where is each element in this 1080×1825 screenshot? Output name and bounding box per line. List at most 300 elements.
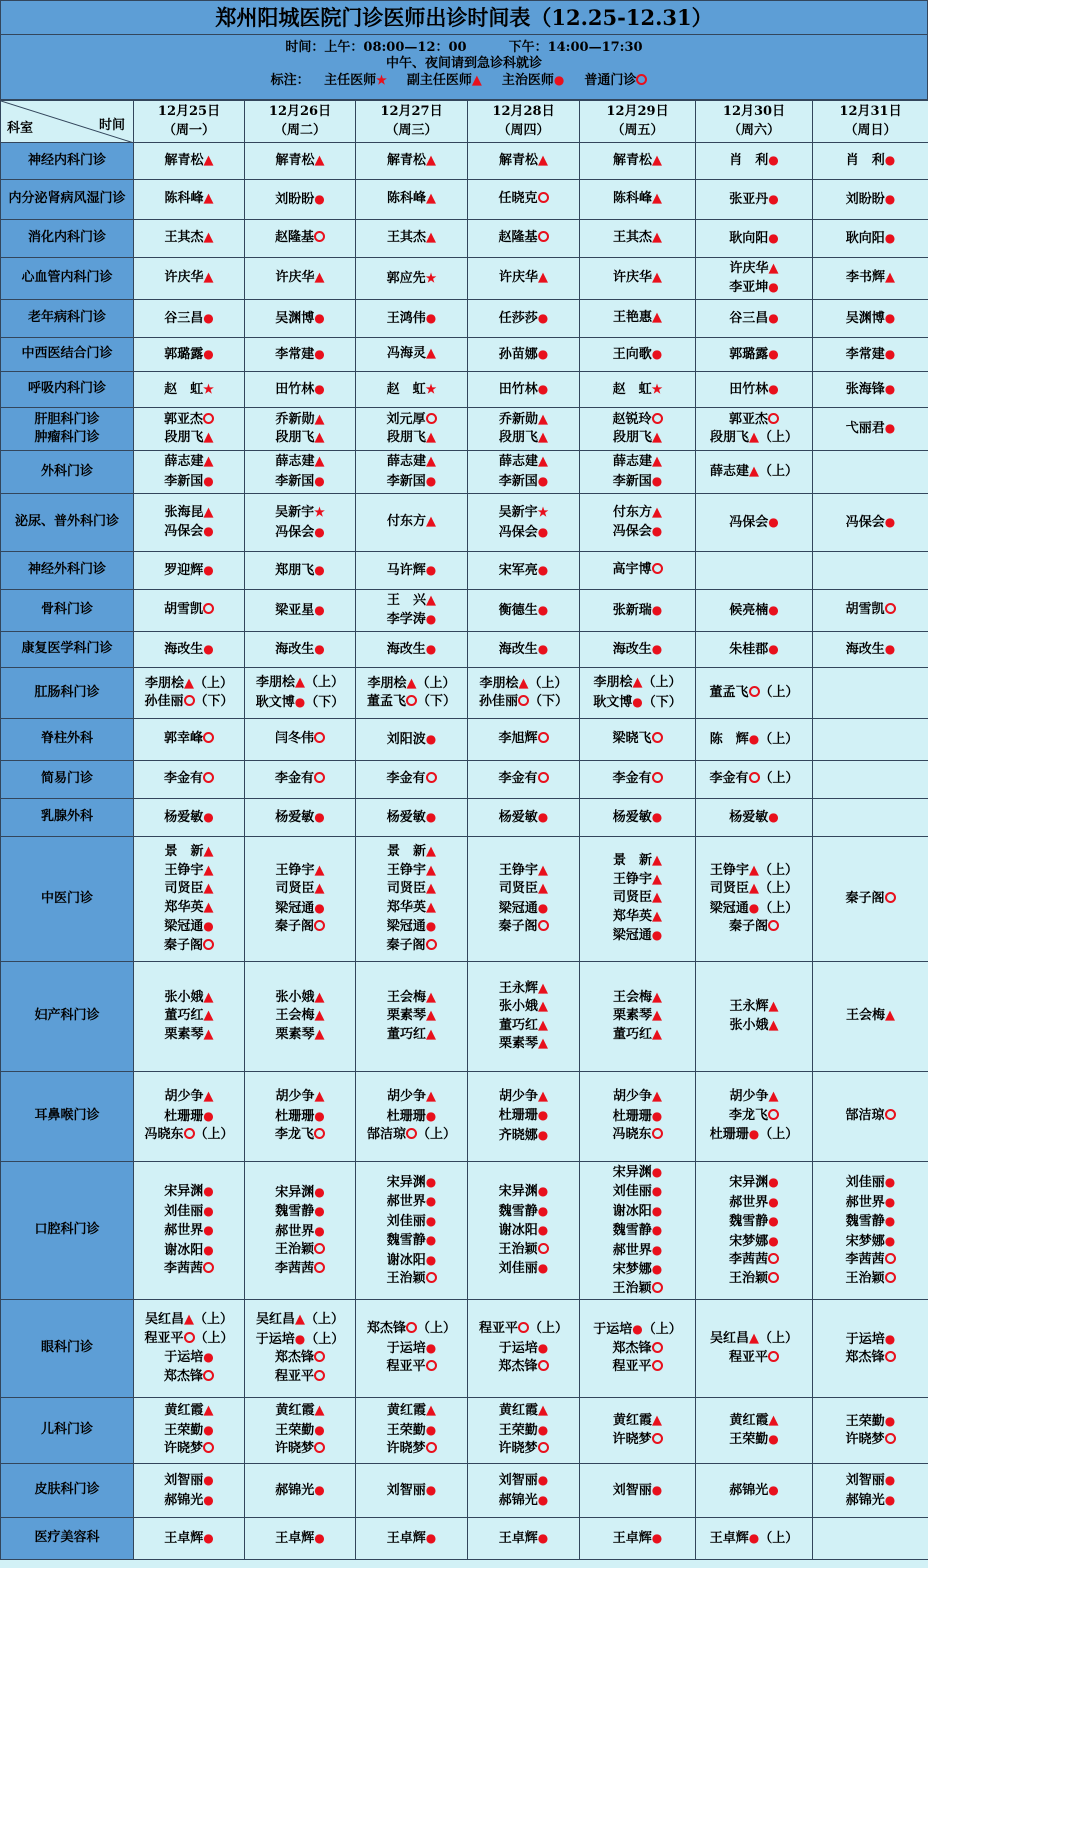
doctor-entry (813, 1193, 928, 1213)
schedule-cell (580, 338, 696, 372)
doctor-entry (134, 152, 244, 171)
doctor-entry (134, 1088, 244, 1107)
doctor-name: 杨爱敏 (275, 809, 315, 825)
schedule-cell (580, 1398, 696, 1464)
attending-physician-dot-icon: ● (425, 731, 437, 746)
doctor-entry (468, 269, 579, 288)
attending-physician-dot-icon: ● (768, 1175, 779, 1189)
doctor-entry (356, 1481, 467, 1501)
doctor-name: 黄红霞 (729, 1412, 769, 1428)
schedule-cell (356, 408, 468, 451)
schedule-cell (696, 1518, 813, 1560)
session-tag: （上） (759, 1127, 799, 1143)
schedule-cell (468, 408, 580, 451)
doctor-name: 付东方 (386, 514, 426, 530)
doctor-entry (696, 918, 812, 937)
schedule-cell (580, 837, 696, 962)
doctor-entry (468, 190, 579, 209)
attending-physician-dot-icon: ● (537, 1530, 549, 1545)
doctor-name: 胡雪凯 (163, 602, 203, 618)
attending-physician-dot-icon: ● (884, 230, 896, 245)
schedule-header (0, 0, 928, 100)
doctor-name: 刘佳丽 (386, 1213, 426, 1229)
doctor-entry (356, 843, 467, 862)
general-clinic-ring-icon (406, 1322, 417, 1333)
attending-physician-dot-icon: ● (884, 381, 896, 396)
doctor-name: 郝世界 (275, 1223, 315, 1239)
doctor-entry (356, 1192, 467, 1212)
schedule-cell (580, 761, 696, 799)
department-row (1, 632, 929, 668)
doctor-name: 孙苗娜 (498, 346, 538, 362)
session-tag: （下） (417, 694, 457, 709)
doctor-entry (580, 411, 695, 430)
doctor-entry (356, 453, 467, 472)
deputy-chief-triangle-icon: ▲ (749, 430, 759, 445)
doctor-entry (245, 880, 355, 899)
schedule-cell (134, 180, 245, 220)
doctor-name: 谢冰阳 (164, 1242, 204, 1258)
doctor-name: 李茜茜 (274, 1260, 314, 1276)
attending-physician-dot-icon: ● (314, 1184, 325, 1199)
deputy-chief-triangle-icon: ▲ (203, 270, 214, 286)
attending-physician-dot-icon: ● (884, 641, 896, 656)
schedule-cell (134, 451, 245, 494)
doctor-entry (468, 730, 579, 749)
session-tag: （上） (759, 862, 799, 878)
attending-physician-dot-icon: ● (203, 524, 214, 538)
doctor-name: 李新国 (612, 473, 652, 489)
department-name: 儿科门诊 (1, 1398, 134, 1464)
legend-item (584, 73, 647, 89)
doctor-name: 景 新 (164, 844, 204, 859)
deputy-chief-triangle-icon: ▲ (426, 1026, 436, 1042)
schedule-cell (134, 962, 245, 1072)
attending-physician-dot-icon: ● (314, 562, 325, 577)
day-weekday: （周六） (727, 122, 780, 138)
doctor-entry (356, 693, 467, 712)
department-name: 中西医结合门诊 (1, 338, 134, 372)
doctor-entry (696, 1529, 812, 1549)
department-name: 中医门诊 (1, 837, 134, 962)
doctor-name: 吴新宇 (498, 505, 538, 520)
deputy-chief-triangle-icon: ▲ (652, 908, 662, 924)
doctor-name: 郝世界 (845, 1194, 885, 1210)
attending-physician-dot-icon: ● (537, 1108, 549, 1123)
doctor-name: 冯保会 (612, 524, 652, 539)
doctor-name: 董巧红 (612, 1026, 652, 1042)
general-clinic-ring-icon (314, 1370, 325, 1381)
doctor-name: 王治颖 (612, 1280, 652, 1296)
doctor-name: 王荣勤 (275, 1422, 315, 1438)
doctor-name: 李茜茜 (728, 1252, 768, 1267)
attending-physician-dot-icon: ● (651, 809, 663, 824)
schedule-cell (696, 220, 813, 258)
doctor-name: 宋梦娜 (612, 1262, 652, 1278)
legend-item (407, 73, 482, 89)
doctor-entry (245, 1529, 355, 1549)
doctor-entry (580, 852, 695, 871)
attending-physician-dot-icon: ● (203, 919, 214, 933)
attending-physician-dot-icon: ● (884, 421, 896, 436)
attending-physician-dot-icon: ● (651, 1184, 663, 1199)
doctor-entry (580, 926, 695, 946)
doctor-entry (245, 730, 355, 749)
schedule-cell (813, 799, 929, 837)
schedule-cell (813, 632, 929, 668)
deputy-chief-triangle-icon: ▲ (768, 1017, 779, 1033)
doctor-entry (580, 1431, 695, 1450)
schedule-cell (580, 451, 696, 494)
day-weekday: （周一） (162, 122, 215, 138)
doctor-name: 任晓克 (498, 191, 538, 207)
attending-physician-dot-icon: ● (203, 1492, 214, 1507)
schedule-cell (580, 220, 696, 258)
department-row (1, 962, 929, 1072)
schedule-cell (813, 590, 929, 632)
doctor-entry (580, 601, 695, 621)
schedule-cell (580, 632, 696, 668)
doctor-name: 吴渊博 (845, 310, 885, 326)
doctor-entry (580, 453, 695, 472)
doctor-name: 薛志建 (275, 454, 315, 469)
doctor-entry (356, 1026, 467, 1045)
doctor-entry (696, 260, 812, 279)
doctor-name: 李朋桧 (593, 675, 633, 690)
schedule-cell (580, 494, 696, 552)
schedule-table (0, 100, 928, 1560)
doctor-entry (356, 561, 467, 581)
doctor-name: 宋梦娜 (845, 1233, 885, 1249)
deputy-chief-triangle-icon: ▲ (538, 1403, 548, 1419)
schedule-cell (134, 408, 245, 451)
schedule-cell (696, 837, 813, 962)
doctor-entry (468, 429, 579, 448)
schedule-cell (245, 590, 356, 632)
doctor-entry (134, 1241, 244, 1261)
schedule-cell (580, 300, 696, 338)
attending-physician-dot-icon: ● (537, 346, 549, 361)
doctor-name: 刘智丽 (845, 1473, 885, 1488)
legend-label: 主治医师 (501, 73, 554, 88)
doctor-entry (245, 472, 355, 492)
doctor-entry (813, 1491, 928, 1511)
doctor-name: 海改生 (498, 641, 538, 657)
doctor-entry (134, 1260, 244, 1279)
schedule-cell (580, 372, 696, 408)
general-clinic-ring-icon (314, 920, 325, 931)
doctor-entry (245, 989, 355, 1008)
doctor-name: 梁晓飞 (612, 731, 652, 747)
doctor-name: 冯海灵 (386, 346, 426, 362)
deputy-chief-triangle-icon: ▲ (538, 430, 548, 445)
doctor-name: 郑杰锋 (845, 1350, 885, 1365)
schedule-cell (245, 1398, 356, 1464)
doctor-entry (134, 1368, 244, 1387)
deputy-chief-triangle-icon: ▲ (652, 191, 662, 207)
deputy-chief-triangle-icon: ▲ (518, 675, 529, 691)
general-clinic-ring-icon (203, 1442, 214, 1453)
attending-physician-dot-icon: ● (203, 1223, 214, 1238)
doctor-entry (468, 693, 579, 712)
department-name: 眼科门诊 (1, 1300, 134, 1398)
department-name: 骨科门诊 (1, 590, 134, 632)
schedule-cell (468, 180, 580, 220)
schedule-cell (356, 1072, 468, 1162)
doctor-name: 李金有 (163, 771, 203, 787)
doctor-entry (813, 1173, 928, 1193)
doctor-name: 刘佳丽 (498, 1261, 538, 1277)
doctor-name: 郭亚杰 (163, 411, 203, 427)
doctor-name: 李新国 (498, 473, 538, 489)
attending-physician-dot-icon: ● (203, 1422, 214, 1437)
doctor-name: 郝世界 (729, 1194, 769, 1210)
schedule-cell (696, 180, 813, 220)
department-row (1, 1518, 929, 1560)
schedule-cell (580, 590, 696, 632)
doctor-name: 李新国 (275, 473, 315, 489)
general-clinic-ring-icon (518, 1322, 529, 1333)
doctor-entry (134, 1202, 244, 1222)
doctor-entry (245, 1330, 355, 1350)
doctor-name: 段朋飞 (164, 430, 204, 445)
general-clinic-ring-icon (652, 1128, 663, 1139)
schedule-cell (134, 300, 245, 338)
general-clinic-ring-icon (538, 732, 549, 743)
doctor-entry (356, 1231, 467, 1251)
schedule-cell (134, 668, 245, 719)
schedule-cell (356, 590, 468, 632)
attending-physician-dot-icon: ● (884, 1473, 896, 1487)
doctor-name: 杨爱敏 (729, 809, 769, 825)
session-tag: （上） (416, 675, 456, 691)
doctor-entry (580, 429, 695, 448)
attending-physician-dot-icon: ● (651, 1482, 663, 1497)
schedule-cell (468, 799, 580, 837)
attending-physician-dot-icon: ● (314, 381, 325, 396)
attending-physician-dot-icon: ● (203, 310, 214, 325)
schedule-cell (356, 1162, 468, 1300)
general-clinic-ring-icon (652, 1433, 663, 1444)
attending-physician-dot-icon: ● (314, 1108, 325, 1123)
attending-physician-dot-icon: ● (884, 1331, 896, 1346)
doctor-name: 薛志建 (386, 454, 426, 469)
doctor-name: 薛志建 (709, 463, 749, 479)
doctor-entry (356, 862, 467, 881)
schedule-cell (696, 719, 813, 761)
doctor-entry (356, 770, 467, 789)
time-axis-label: 时间 (98, 118, 125, 133)
schedule-cell (696, 1398, 813, 1464)
doctor-entry (580, 345, 695, 365)
doctor-name: 解青松 (275, 152, 315, 168)
schedule-cell (245, 1162, 356, 1300)
general-clinic-ring-icon (426, 939, 437, 950)
department-name: 泌尿、普外科门诊 (1, 494, 134, 552)
doctor-name: 杜珊珊 (386, 1108, 426, 1124)
deputy-chief-triangle-icon: ▲ (652, 454, 662, 469)
doctor-name: 董巧红 (498, 1017, 538, 1033)
doctor-entry (468, 1035, 579, 1054)
department-row (1, 1162, 929, 1300)
doctor-name: 李朋桧 (255, 675, 295, 690)
general-clinic-ring-icon (184, 1332, 195, 1343)
session-tag: （上） (305, 675, 345, 690)
doctor-entry (356, 345, 467, 364)
deputy-chief-triangle-icon: ▲ (768, 1412, 779, 1428)
doctor-entry (356, 411, 467, 430)
attending-physician-dot-icon: ● (884, 1233, 896, 1248)
doctor-entry (696, 1212, 812, 1232)
chief-physician-star-icon: ★ (314, 505, 325, 519)
doctor-entry (245, 1481, 355, 1501)
doctor-entry (245, 453, 355, 472)
doctor-entry (356, 309, 467, 329)
doctor-name: 郝锦光 (845, 1492, 885, 1508)
doctor-name: 王荣勤 (164, 1422, 204, 1438)
schedule-cell (468, 590, 580, 632)
doctor-name: 黄红霞 (164, 1403, 204, 1419)
attending-physician-dot-icon: ● (651, 1164, 663, 1179)
doctor-entry (356, 380, 467, 400)
attending-physician-dot-icon: ● (884, 1175, 896, 1189)
doctor-name: 李常建 (275, 346, 315, 362)
schedule-cell (468, 668, 580, 719)
doctor-entry (580, 309, 695, 328)
doctor-name: 梁冠通 (498, 900, 538, 916)
schedule-cell (356, 837, 468, 962)
schedule-cell (245, 338, 356, 372)
doctor-entry (468, 1259, 579, 1279)
doctor-entry (580, 1163, 695, 1183)
doctor-name: 栗素琴 (275, 1026, 315, 1042)
doctor-entry (134, 1440, 244, 1459)
schedule-cell (813, 300, 929, 338)
doctor-name: 梁冠通 (709, 900, 749, 916)
schedule-cell (580, 1300, 696, 1398)
doctor-name: 段朋飞 (275, 430, 315, 445)
department-row (1, 300, 929, 338)
doctor-name: 段朋飞 (498, 430, 538, 445)
clinic-hours (1, 40, 927, 56)
general-clinic-ring-icon (203, 772, 214, 783)
doctor-name: 衡德生 (498, 602, 538, 618)
doctor-entry (468, 453, 579, 472)
schedule-cell (580, 1162, 696, 1300)
attending-physician-dot-icon: ● (651, 1203, 663, 1218)
doctor-entry (468, 1221, 579, 1241)
session-tag: （上） (305, 1331, 345, 1347)
attending-physician-dot-icon: ● (537, 524, 549, 539)
attending-physician-dot-icon: ● (748, 1530, 760, 1545)
doctor-name: 宋异渊 (164, 1184, 204, 1200)
doctor-name: 刘盼盼 (275, 191, 315, 207)
doctor-entry (696, 229, 812, 249)
doctor-name: 秦子阁 (498, 919, 538, 934)
doctor-entry (245, 1241, 355, 1260)
doctor-name: 冯保会 (845, 514, 885, 530)
doctor-name: 胡少争 (498, 1088, 538, 1104)
doctor-name: 于运培 (164, 1350, 204, 1365)
department-row (1, 338, 929, 372)
doctor-name: 许庆华 (498, 270, 538, 286)
doctor-name: 王治颖 (386, 1271, 426, 1286)
doctor-entry (813, 190, 928, 210)
day-header (813, 101, 929, 143)
doctor-entry (468, 503, 579, 523)
deputy-chief-triangle-icon: ▲ (426, 430, 436, 445)
schedule-cell (356, 1300, 468, 1398)
session-tag: （上） (759, 1530, 799, 1546)
morning-hours: 时间：上午：08:00—12：00 (285, 40, 467, 55)
deputy-chief-triangle-icon: ▲ (406, 675, 417, 691)
deputy-chief-triangle-icon: ▲ (749, 862, 759, 878)
doctor-entry (134, 453, 244, 472)
doctor-entry (245, 918, 355, 937)
doctor-entry (245, 411, 355, 430)
doctor-name: 许晓梦 (498, 1441, 538, 1457)
schedule-cell (245, 220, 356, 258)
chief-physician-star-icon: ★ (376, 73, 387, 87)
general-clinic-ring-icon (768, 1351, 779, 1362)
attending-physician-dot-icon: ● (748, 900, 760, 915)
doctor-name: 王卓辉 (386, 1530, 426, 1546)
session-tag: （上） (759, 463, 799, 479)
doctor-entry (580, 989, 695, 1008)
doctor-name: 赵 虹 (386, 381, 426, 397)
attending-physician-dot-icon: ● (203, 346, 214, 361)
doctor-name: 谢冰阳 (612, 1203, 652, 1219)
doctor-name: 杨爱敏 (612, 809, 652, 825)
deputy-chief-triangle-icon: ▲ (652, 1413, 662, 1428)
doctor-entry (134, 989, 244, 1008)
attending-physician-dot-icon: ● (651, 1530, 663, 1545)
deputy-chief-triangle-icon: ▲ (426, 346, 436, 362)
doctor-entry (813, 419, 928, 439)
doctor-name: 王向歌 (612, 346, 652, 362)
deputy-chief-triangle-icon: ▲ (203, 989, 214, 1005)
doctor-name: 耿向阳 (845, 230, 885, 246)
department-name: 神经内科门诊 (1, 143, 134, 180)
general-clinic-ring-icon (426, 772, 437, 783)
schedule-cell (245, 372, 356, 408)
doctor-entry (696, 730, 812, 750)
doctor-name: 董孟飞 (709, 684, 749, 700)
deputy-chief-triangle-icon: ▲ (885, 270, 895, 286)
doctor-name: 郝世界 (386, 1194, 426, 1209)
schedule-cell (356, 799, 468, 837)
doctor-name: 程亚平 (144, 1330, 184, 1346)
attending-physician-dot-icon: ● (425, 919, 437, 933)
doctor-name: 董孟飞 (366, 694, 406, 709)
schedule-cell (134, 1162, 245, 1300)
doctor-entry (813, 601, 928, 620)
doctor-name: 赵锐玲 (612, 411, 652, 427)
deputy-chief-triangle-icon: ▲ (426, 514, 436, 530)
doctor-entry (134, 917, 244, 937)
doctor-name: 梁冠通 (386, 919, 426, 934)
session-tag: （上） (305, 1312, 345, 1327)
department-name: 肛肠科门诊 (1, 668, 134, 719)
department-name: 老年病科门诊 (1, 300, 134, 338)
general-clinic-ring-icon (749, 686, 760, 697)
doctor-name: 胡少争 (612, 1089, 652, 1105)
doctor-entry (813, 1232, 928, 1252)
doctor-entry (134, 1026, 244, 1045)
doctor-entry (580, 561, 695, 580)
schedule-cell (696, 668, 813, 719)
day-weekday: （周日） (844, 122, 897, 138)
